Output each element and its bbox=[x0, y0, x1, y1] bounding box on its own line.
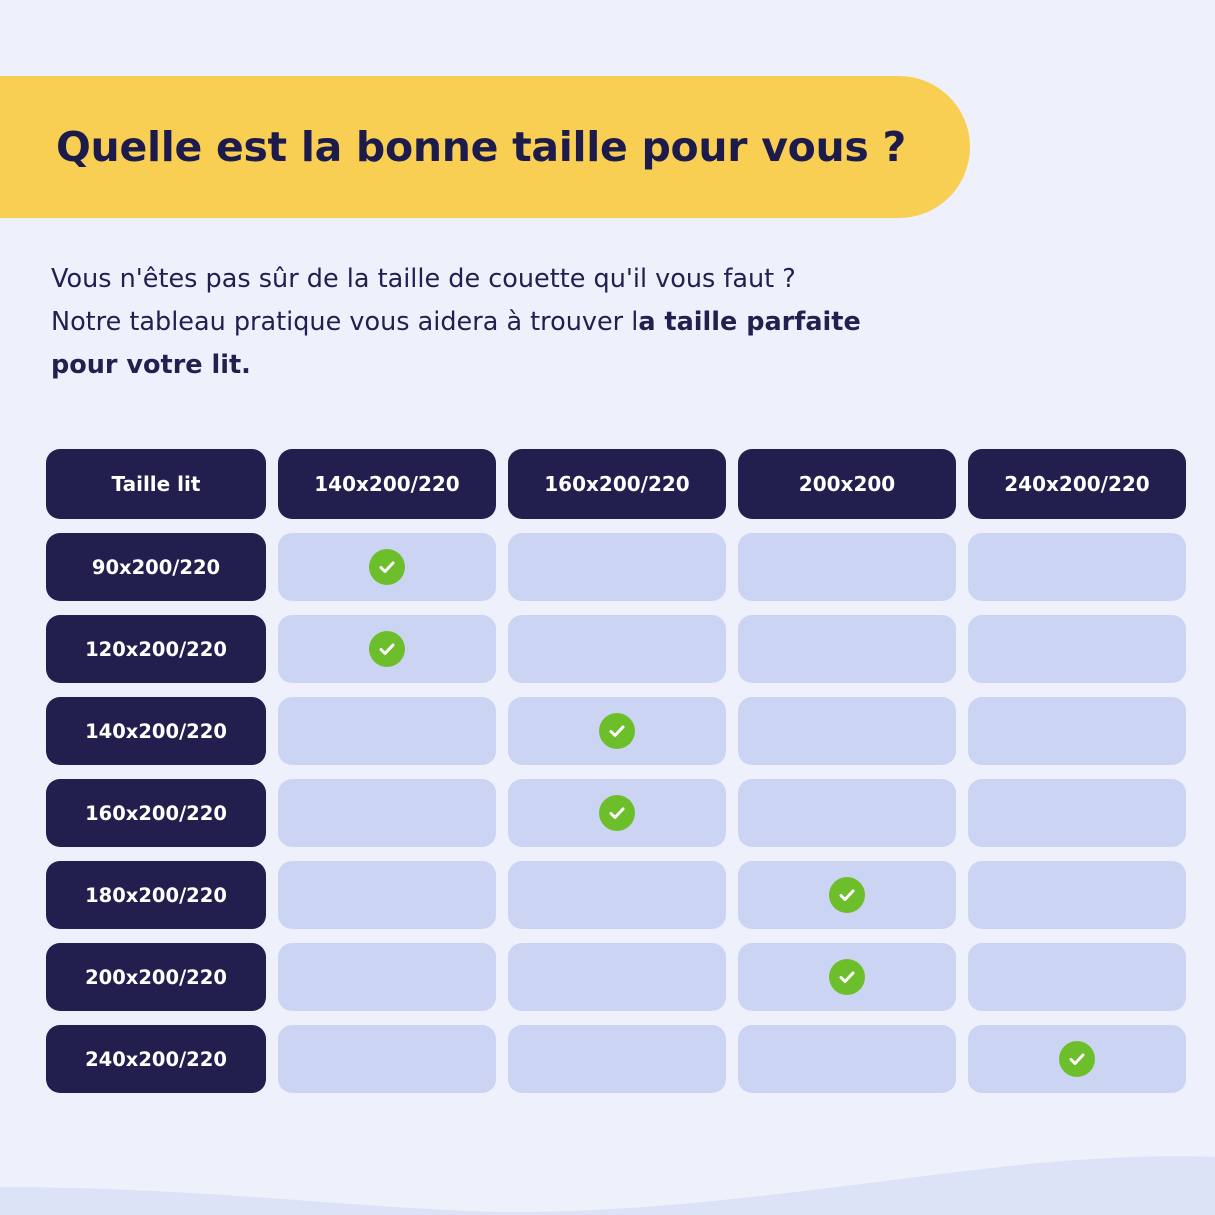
table-cell bbox=[278, 861, 496, 929]
table-cell bbox=[508, 779, 726, 847]
table-cell bbox=[968, 697, 1186, 765]
table-cell bbox=[968, 1025, 1186, 1093]
table-header-cell: 160x200/220 bbox=[508, 449, 726, 519]
size-comparison-table bbox=[46, 449, 1172, 1107]
row-label: 160x200/220 bbox=[46, 779, 266, 847]
row-label: 120x200/220 bbox=[46, 615, 266, 683]
table-row bbox=[46, 615, 1172, 683]
page-title: Quelle est la bonne taille pour vous ? bbox=[56, 123, 906, 171]
intro-line-2-prefix: Notre tableau pratique vous aidera à trouver l bbox=[51, 307, 639, 337]
table-cell bbox=[738, 861, 956, 929]
check-icon bbox=[369, 631, 405, 667]
check-icon bbox=[829, 959, 865, 995]
row-label: 90x200/220 bbox=[46, 533, 266, 601]
table-header-cell: Taille lit bbox=[46, 449, 266, 519]
check-icon bbox=[599, 795, 635, 831]
table-cell bbox=[968, 533, 1186, 601]
row-label: 140x200/220 bbox=[46, 697, 266, 765]
intro-line-2-bold: a taille parfaite bbox=[638, 307, 861, 337]
row-label: 240x200/220 bbox=[46, 1025, 266, 1093]
table-row bbox=[46, 533, 1172, 601]
table-row bbox=[46, 1025, 1172, 1093]
check-icon bbox=[369, 549, 405, 585]
check-icon bbox=[599, 713, 635, 749]
table-cell bbox=[508, 533, 726, 601]
table-cell bbox=[508, 1025, 726, 1093]
table-cell bbox=[968, 615, 1186, 683]
table-header-cell: 200x200 bbox=[738, 449, 956, 519]
table-cell bbox=[508, 943, 726, 1011]
intro-line-1: Vous n'êtes pas sûr de la taille de couette qu'il vous faut ? bbox=[51, 264, 796, 294]
table-header-cell: 140x200/220 bbox=[278, 449, 496, 519]
table-row bbox=[46, 943, 1172, 1011]
check-icon bbox=[1059, 1041, 1095, 1077]
table-cell bbox=[278, 615, 496, 683]
table-cell bbox=[738, 943, 956, 1011]
table-cell bbox=[738, 533, 956, 601]
table-cell bbox=[278, 943, 496, 1011]
table-cell bbox=[278, 1025, 496, 1093]
intro-paragraph bbox=[51, 258, 1051, 387]
intro-line-3-bold: pour votre lit. bbox=[51, 350, 251, 380]
header-banner bbox=[0, 76, 970, 218]
table-cell bbox=[968, 779, 1186, 847]
table-header-cell: 240x200/220 bbox=[968, 449, 1186, 519]
table-cell bbox=[278, 533, 496, 601]
table-cell bbox=[968, 861, 1186, 929]
table-cell bbox=[738, 697, 956, 765]
table-row bbox=[46, 779, 1172, 847]
table-header-row bbox=[46, 449, 1172, 519]
table-cell bbox=[508, 615, 726, 683]
table-cell bbox=[508, 861, 726, 929]
table-row bbox=[46, 861, 1172, 929]
table-cell bbox=[968, 943, 1186, 1011]
table-row bbox=[46, 697, 1172, 765]
table-cell bbox=[508, 697, 726, 765]
table-cell bbox=[738, 779, 956, 847]
table-cell bbox=[738, 1025, 956, 1093]
check-icon bbox=[829, 877, 865, 913]
row-label: 180x200/220 bbox=[46, 861, 266, 929]
table-cell bbox=[738, 615, 956, 683]
table-cell bbox=[278, 779, 496, 847]
row-label: 200x200/220 bbox=[46, 943, 266, 1011]
table-cell bbox=[278, 697, 496, 765]
